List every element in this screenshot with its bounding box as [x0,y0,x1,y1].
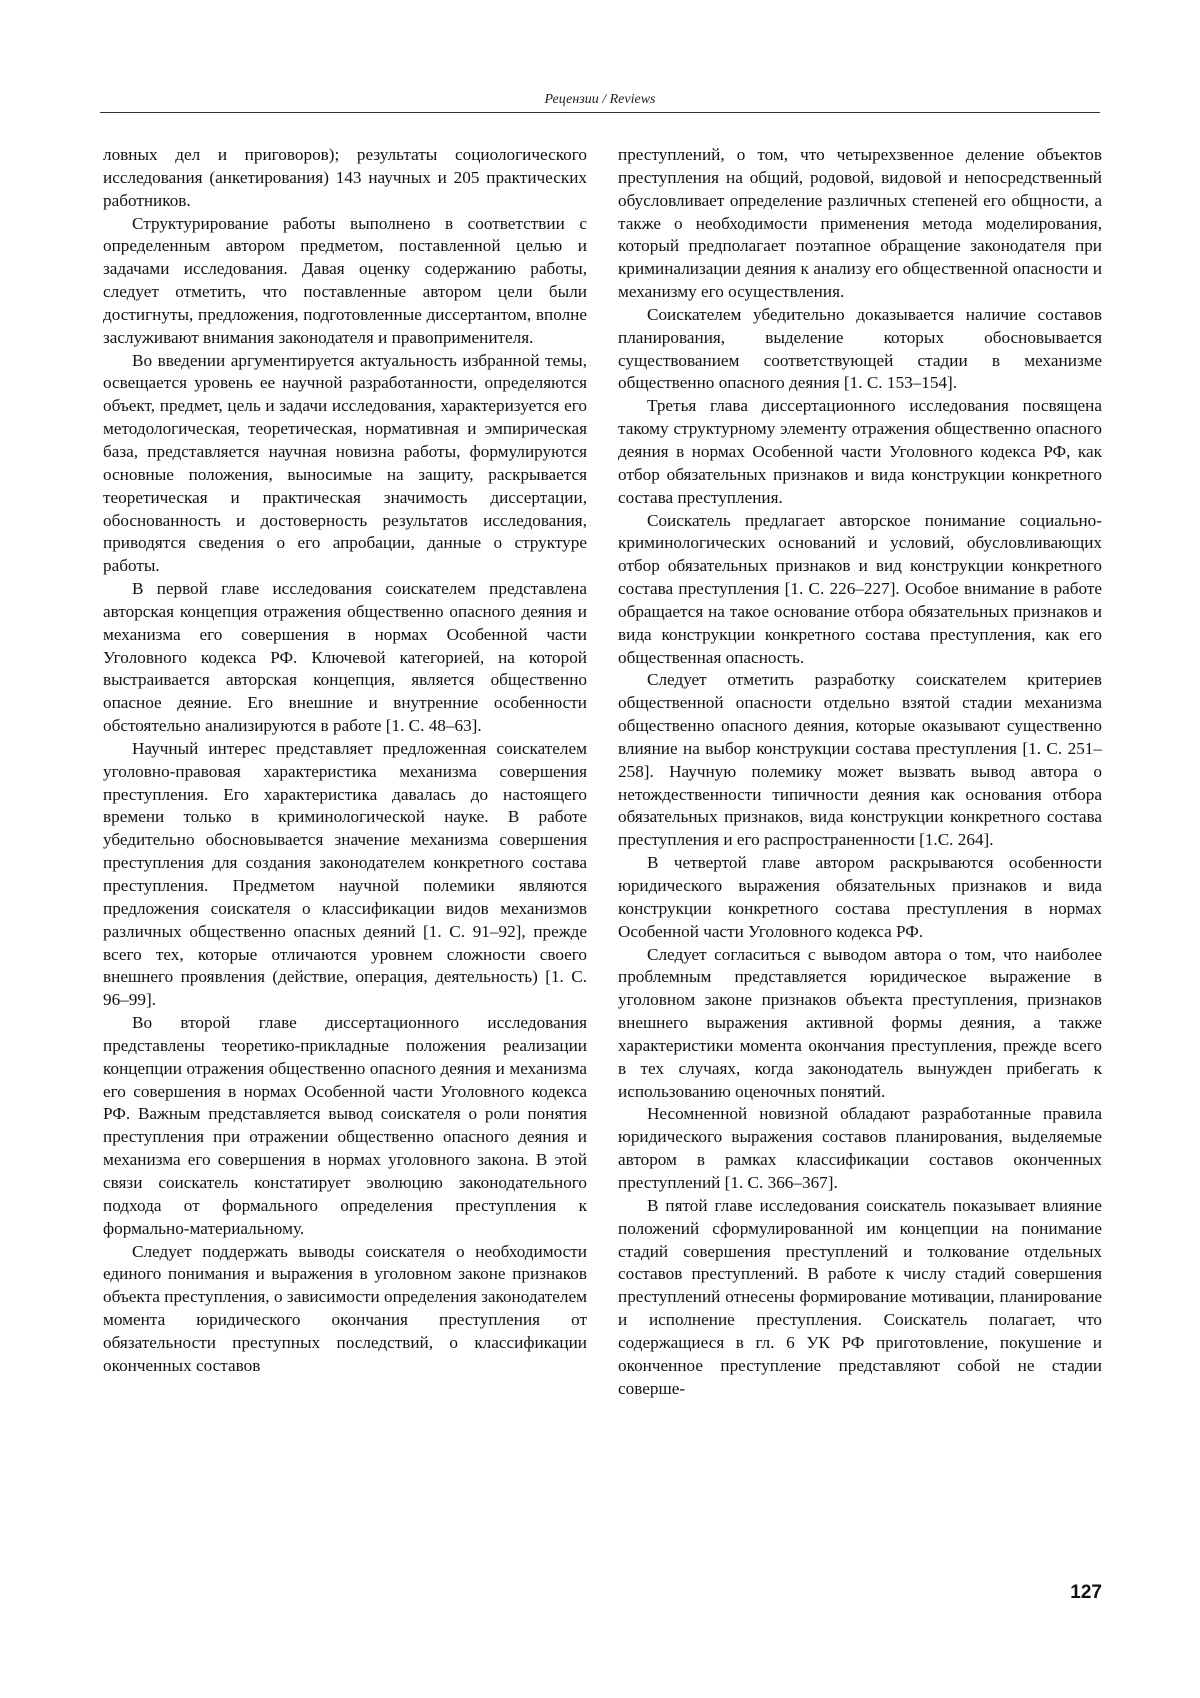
right-column [618,144,1102,1400]
paragraph: В первой главе исследования соискателем представлена авторская концепция отражения общественно опасного деяния и механизма его совершения в нормах Особенной части Уголовного кодекса РФ. Ключевой категорией, на которой выстраивается авторская концепция, является общественно опасное деяние. Его внешние и внутренние особенности обстоятельно анализируются в работе [1. С. 48–63]. [103,578,587,738]
paragraph: В пятой главе исследования соискатель показывает влияние положений сформулированной им концепции на понимание стадий совершения преступлений и толкование отдельных составов преступлений. В работе к числу стадий совершения преступлений отнесены формирование мотивации, планирование и исполнение преступления. Соискатель полагает, что содержащиеся в гл. 6 УК РФ приготовление, покушение и оконченное преступление представляют собой не стадии соверше- [618,1195,1102,1401]
paragraph: Соискатель предлагает авторское понимание социально-криминологических оснований и условий, обусловливающих отбор обязательных признаков и вид конструкции конкретного состава преступления [1. С. 226–227]. Особое внимание в работе обращается на такое основание отбора обязательных признаков и вида конструкции конкретного состава преступления, как его общественная опасность. [618,510,1102,670]
paragraph: Во введении аргументируется актуальность избранной темы, освещается уровень ее научной разработанности, определяются объект, предмет, цель и задачи исследования, характеризуется его методологическая, теоретическая, нормативная и эмпирическая база, представляется научная новизна работы, формулируются основные положения, выносимые на защиту, раскрывается теоретическая и практическая значимость диссертации, обоснованность и достоверность результатов исследования, приводятся сведения о его апробации, данные о структуре работы. [103,350,587,578]
header-rule [100,112,1100,113]
journal-page [0,0,1200,1698]
paragraph: Следует поддержать выводы соискателя о необходимости единого понимания и выражения в уголовном законе признаков объекта преступления, о зависимости определения законодателем момента юридического окончания преступления от обязательности преступных последствий, о классификации оконченных составов [103,1241,587,1378]
paragraph: Научный интерес представляет предложенная соискателем уголовно-правовая характеристика механизма совершения преступления. Его характеристика давалась до настоящего времени только в криминологической науке. В работе убедительно обосновывается значение механизма совершения преступления для создания законодателем конкретного состава преступления. Предметом научной полемики являются предложения соискателя о классификации видов механизмов различных общественно опасных деяний [1. С. 91–92], прежде всего тех, которые отличаются уровнем сложности своего внешнего проявления (действие, операция, деятельность) [1. С. 96–99]. [103,738,587,1012]
paragraph: Третья глава диссертационного исследования посвящена такому структурному элементу отражения общественно опасного деяния в нормах Особенной части Уголовного кодекса РФ, как отбор обязательных признаков и вида конструкции конкретного состава преступления. [618,395,1102,509]
left-column [103,144,587,1378]
paragraph: преступлений, о том, что четырехзвенное деление объектов преступления на общий, родовой, видовой и непосредственный обусловливает определение различных степеней его общности, а также о необходимости применения метода моделирования, который предполагает поэтапное обращение законодателя при криминализации деяния к анализу его общественной опасности и механизму его осуществления. [618,144,1102,304]
paragraph: В четвертой главе автором раскрываются особенности юридического выражения обязательных признаков и вида конструкции конкретного состава преступления в нормах Особенной части Уголовного кодекса РФ. [618,852,1102,943]
paragraph: Структурирование работы выполнено в соответствии с определенным автором предметом, поставленной целью и задачами исследования. Давая оценку содержанию работы, следует отметить, что поставленные автором цели были достигнуты, предложения, подготовленные диссертантом, вполне заслуживают внимания законодателя и правоприменителя. [103,213,587,350]
paragraph: Во второй главе диссертационного исследования представлены теоретико-прикладные положения реализации концепции отражения общественно опасного деяния и механизма его совершения в нормах Особенной части Уголовного кодекса РФ. Важным представляется вывод соискателя о роли понятия преступления при отражении общественно опасного деяния и механизма его совершения в нормах уголовного закона. В этой связи соискатель констатирует эволюцию законодательного подхода от формального определения преступления к формально-материальному. [103,1012,587,1240]
running-head: Рецензии / Reviews [100,92,1100,108]
page-number: 127 [1040,1582,1102,1604]
paragraph: Соискателем убедительно доказывается наличие составов планирования, выделение которых обосновывается существованием соответствующей стадии в механизме общественно опасного деяния [1. С. 153–154]. [618,304,1102,395]
paragraph: Следует отметить разработку соискателем критериев общественной опасности отдельно взятой стадии механизма общественно опасного деяния, которые оказывают существенно влияние на выбор конструкции состава преступления [1. С. 251–258]. Научную полемику может вызвать вывод автора о нетождественности типичности деяния как основания отбора обязательных признаков, вида конструкции конкретного состава преступления и его распространенности [1.С. 264]. [618,669,1102,852]
paragraph: Несомненной новизной обладают разработанные правила юридического выражения составов планирования, выделяемые автором в рамках классификации составов оконченных преступлений [1. С. 366–367]. [618,1103,1102,1194]
paragraph: ловных дел и приговоров); результаты социологического исследования (анкетирования) 143 научных и 205 практических работников. [103,144,587,213]
paragraph: Следует согласиться с выводом автора о том, что наиболее проблемным представляется юридическое выражение в уголовном законе признаков объекта преступления, признаков внешнего выражения активной формы деяния, а также характеристики момента окончания преступления, прежде всего в тех случаях, когда законодатель вынужден прибегать к использованию оценочных понятий. [618,944,1102,1104]
